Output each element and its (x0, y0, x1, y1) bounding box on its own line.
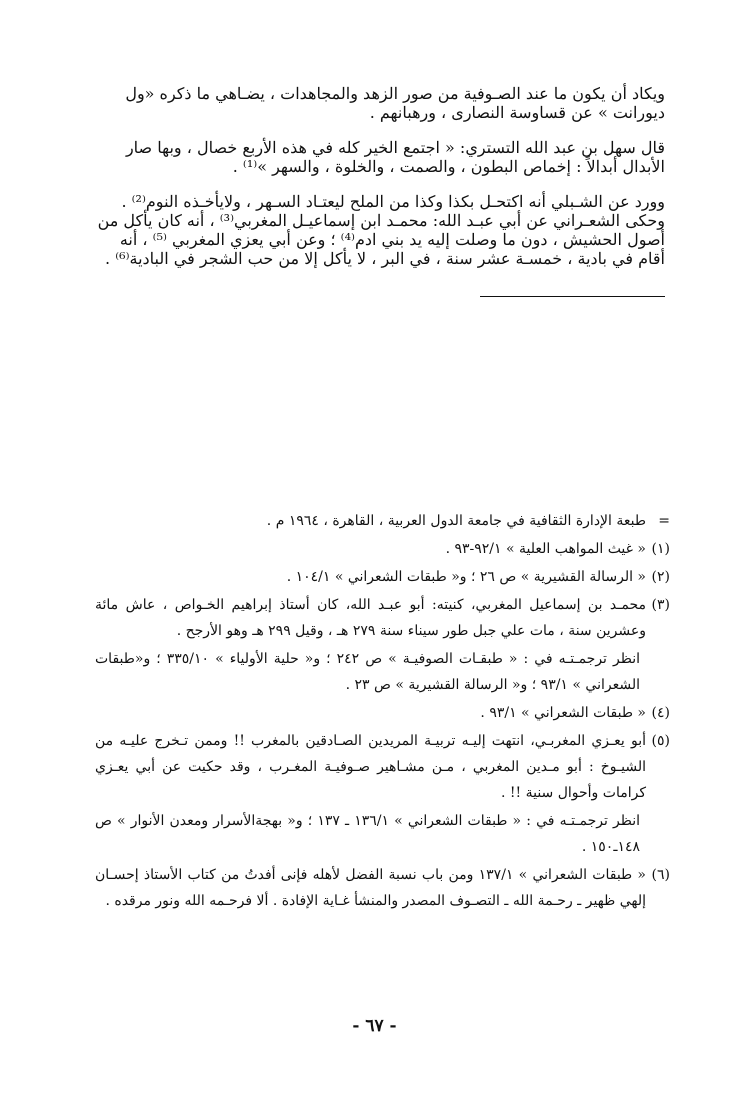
footnote-number: (٢) (651, 569, 670, 585)
footnote-text: أبو يعـزي المغربـي، انتهت إليـه تربيـة المريدين الصـادقين بالمغرب !! وممن تـخرج عليـه من الشيـوخ : أبو مـدين المغربي ، مـن مشـاهير صـوفيـة المغـرب ، وقد حكيت عن أبي يعـزي كرامات وأحوال سنية !! . (95, 733, 646, 801)
paragraph-3: وورد عن الشـبلي أنه اكتحـل بكذا وكذا من الملح ليعتـاد السـهر ، ولايأخـذه النوم⁽²⁾ . وحكى الشعـراني عن أبي عبـد الله: محمـد ابن إسماعيـل المغربي⁽³⁾ ، أنه كان يأكل من أصول الحشيش ، دون ما وصلت إليه يد بني ادم⁽⁴⁾ ؛ وعن أبي يعزي المغربي ⁽⁵⁾ ، أنه أقام في بادية ، خمسـة عشر سنة ، في البر ، لا يأكل إلا من حب الشجر في البادية⁽⁶⁾ . (97, 192, 665, 268)
footnote-text: « غيث المواهب العلية » ٩٢/١-٩٣ . (445, 541, 646, 557)
footnote-2 (95, 564, 670, 590)
footnote-text: انظر ترجمـتـه في : « طبقـات الصوفيـة » ص ٢٤٢ ؛ و« حلية الأولياء » ٣٣٥/١٠ ؛ و«طبقات الشعراني » ٩٣/١ ؛ و« الرسالة القشيرية » ص ٢٣ . (95, 651, 640, 693)
footnote-5-references (95, 808, 670, 860)
page-number: - ٦٧ - (352, 1016, 397, 1036)
footnote-4 (95, 700, 670, 726)
footnote-text: « طبقات الشعراني » ٩٣/١ . (480, 705, 646, 721)
footnote-text: انظر ترجمـتـه في : « طبقات الشعراني » ١٣٦/١ ـ ١٣٧ ؛ و« بهجةالأسرار ومعدن الأنوار » ص ١٤٨ـ١٥٠ . (95, 813, 640, 855)
footnote-5 (95, 728, 670, 806)
footnote-separator (480, 296, 665, 297)
footnote-number: (٥) (651, 733, 670, 749)
footnote-text: « الرسالة القشيرية » ص ٢٦ ؛ و« طبقات الشعراني » ١٠٤/١ . (286, 569, 646, 585)
footnote-number: (٦) (651, 867, 670, 883)
footnote-number: (٣) (651, 597, 670, 613)
paragraph-1: ويكاد أن يكون ما عند الصـوفية من صور الزهد والمجاهدات ، يضـاهي ما ذكره «ول ديورانت » عن قساوسة النصارى ، ورهبانهم . (125, 84, 665, 122)
footnote-text: محمـد بن إسماعيل المغربي، كنيته: أبو عبـد الله، كان أستاذ إبراهيم الخـواص ، عاش مائة وعشرين سنة ، مات علي جبل طور سيناء سنة ٢٧٩ هـ ، وقيل ٢٩٩ هـ وهو الأرجح . (95, 597, 646, 639)
footnote-continuation (95, 508, 670, 534)
footnote-3-references (95, 646, 670, 698)
footnote-1 (95, 536, 670, 562)
footnotes (95, 508, 670, 914)
footnote-text: « طبقات الشعراني » ١٣٧/١ ومن باب نسبة الفضل لأهله فإنى أفدتُ من كتاب الأستاذ إحسـان إلهي ظهير ـ رحـمة الله ـ التصـوف المصدر والمنشأ غـاية الإفادة . ألا فرحـمه الله ونور مرقده . (95, 867, 647, 909)
footnote-3 (95, 592, 670, 644)
footnote-number: (١) (651, 541, 670, 557)
paragraph-2: قال سهل بن عبد الله التستري: « اجتمع الخير كله في هذه الأربع خصال ، وبها صار الأبدال أبدالاً : إخماص البطون ، والصمت ، والخلوة ، والسهر »⁽¹⁾ . (125, 138, 665, 176)
footnote-marker: = (658, 513, 670, 529)
footnote-text: طبعة الإدارة الثقافية في جامعة الدول العربية ، القاهرة ، ١٩٦٤ م . (266, 513, 646, 529)
main-text (95, 68, 665, 297)
footnote-6 (95, 862, 670, 914)
footnote-number: (٤) (651, 705, 670, 721)
